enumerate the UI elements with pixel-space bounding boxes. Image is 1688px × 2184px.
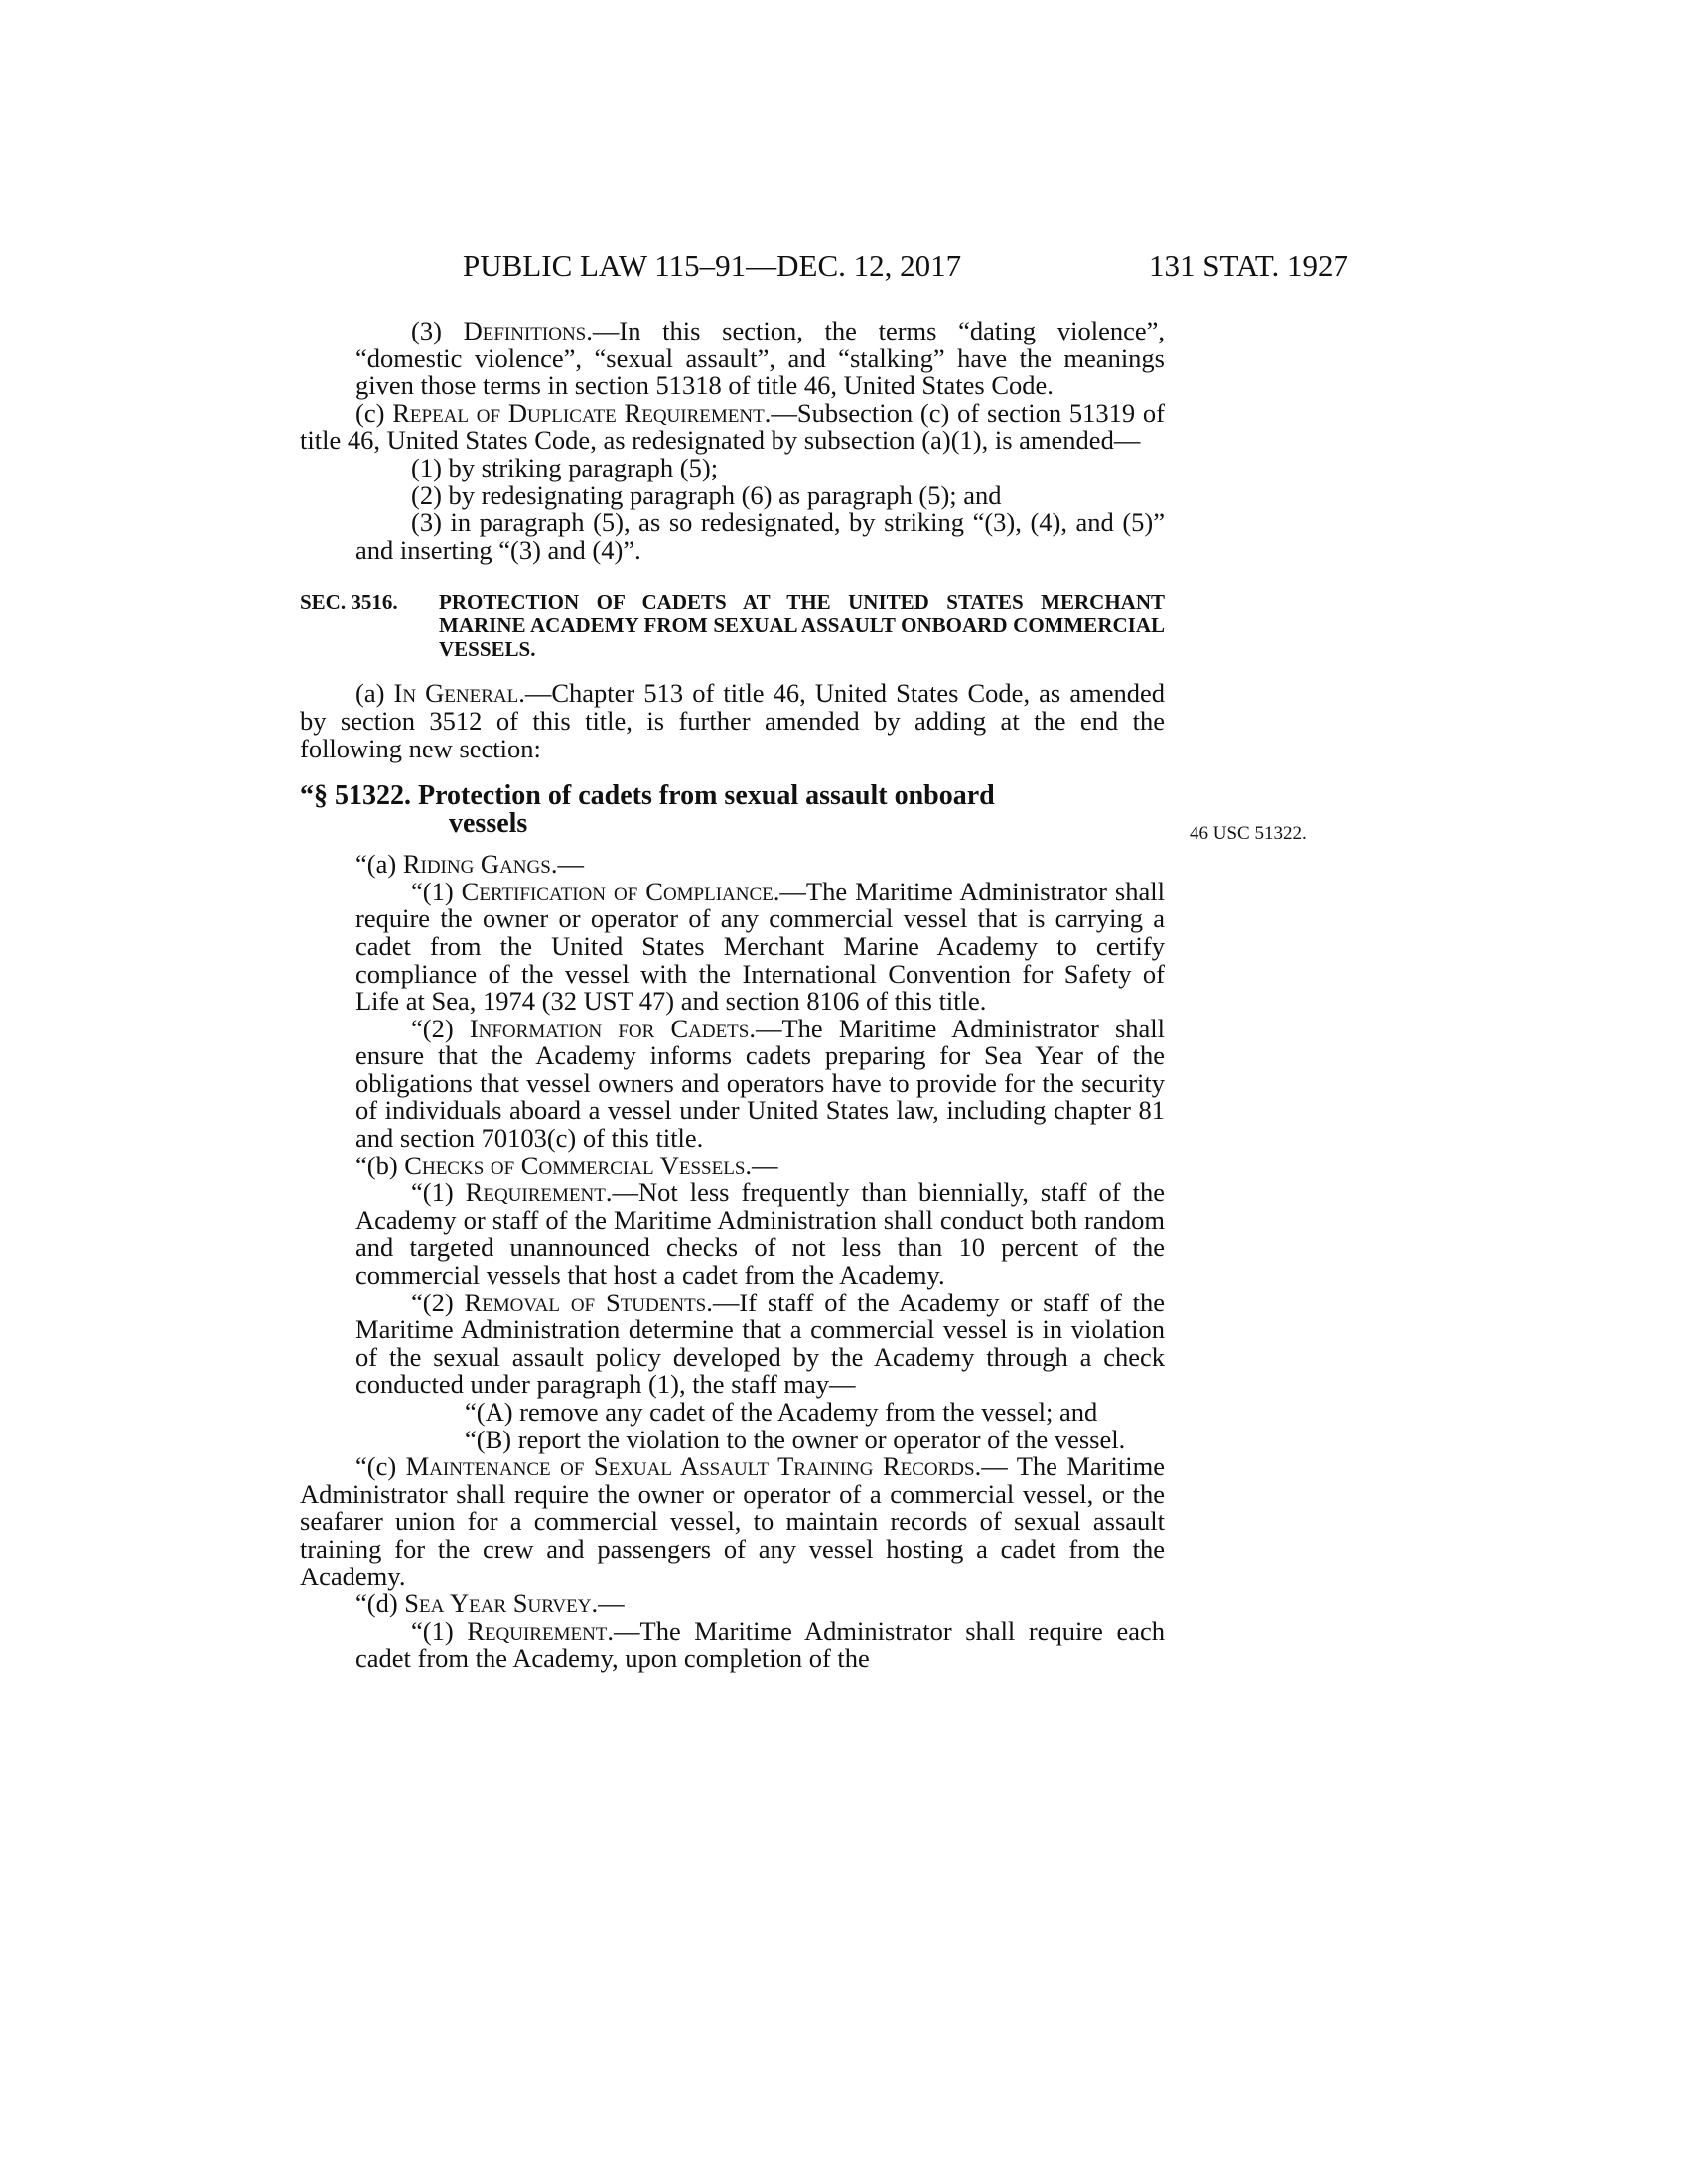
paragraph-number: “(1)	[411, 876, 462, 906]
margin-citation: 46 USC 51322.	[1190, 823, 1307, 844]
paragraph-heading: Removal of Students	[464, 1287, 707, 1317]
paragraph-text: .—In this section, the terms “dating violence”, “domestic violence”, “sexual assault”, and “stalking” have the meanings given those terms in section 51318 of title 46, United States Code.	[355, 316, 1165, 401]
paragraph-in-general	[300, 680, 1165, 762]
paragraph-text: .— The Maritime Administrator shall require the owner or operator of a commercial vessel, or the seafarer union for a commercial vessel, to maintain records of sexual assault training for the crew and passengers of any vessel hosting a cadet from the Academy.	[300, 1451, 1165, 1591]
paragraph-text: .—	[550, 849, 584, 880]
paragraph-text: .—The Maritime Administrator shall ensure that the Academy informs cadets preparing for Sea Year of the obligations that vessel owners and operators have to provide for the security of individuals aboard a vessel under United States law, including chapter 81 and section 70103(c) of this title.	[355, 1013, 1165, 1154]
paragraph-heading: Riding Gangs	[402, 849, 551, 880]
paragraph-heading: Requirement	[465, 1177, 606, 1208]
clause-c1: (1) by striking paragraph (5);	[411, 452, 719, 482]
section-title: PROTECTION OF CADETS AT THE UNITED STATES MERCHANT MARINE ACADEMY FROM SEXUAL ASSAULT ONBOARD COMMERCIAL VESSELS.	[439, 590, 1165, 662]
paragraph-heading: Sea Year Survey	[404, 1588, 592, 1619]
paragraph-number: (3)	[411, 316, 464, 345]
subparagraph-b: “(B) report the violation to the owner or operator of the vessel.	[465, 1424, 1126, 1454]
paragraph-heading: In General	[393, 678, 519, 709]
paragraph-heading: Definitions	[463, 316, 587, 345]
paragraph-text: .—	[745, 1150, 778, 1180]
paragraph-number: (a)	[355, 678, 394, 709]
paragraph-number: “(1)	[411, 1615, 468, 1646]
paragraph-requirement	[300, 1179, 1165, 1289]
paragraph-certification	[300, 876, 1165, 1017]
subparagraph-a: “(A) remove any cadet of the Academy from the vessel; and	[465, 1397, 1098, 1427]
paragraph-heading: Repeal of Duplicate Requirement	[392, 397, 765, 428]
new-section-heading-line1: “§ 51322. Protection of cadets from sexual assault onboard	[300, 780, 995, 812]
paragraph-number: “(2)	[411, 1287, 465, 1317]
paragraph-text: .—If staff of the Academy or staff of the Maritime Administration determine that a commercial vessel is in violation of the sexual assault policy developed by the Academy through a check conducted under paragraph (1), the staff may—	[355, 1287, 1165, 1400]
paragraph-information	[300, 1013, 1165, 1154]
paragraph-heading: Maintenance of Sexual Assault Training Records	[405, 1451, 975, 1482]
paragraph-number: “(a)	[355, 849, 403, 880]
subsection-checks	[300, 1150, 1165, 1180]
section-number: SEC. 3516.	[300, 590, 398, 614]
subsection-training-records	[300, 1453, 1165, 1590]
subsection-riding-gangs	[300, 851, 1165, 879]
paragraph-definitions	[300, 318, 1165, 400]
paragraph-text: .—Chapter 513 of title 46, United States Code, as amended by section 3512 of this title, is further amended by adding at the end the following new section:	[300, 678, 1165, 763]
clause-c2: (2) by redesignating paragraph (6) as paragraph (5); and	[411, 479, 1002, 510]
paragraph-heading: Requirement	[467, 1615, 608, 1646]
paragraph-number: “(c)	[355, 1451, 406, 1482]
new-section-heading	[300, 782, 1165, 838]
clause-c3: (3) in paragraph (5), as so redesignated, by striking “(3), (4), and (5)” and inserting “(3) and (4)”.	[355, 507, 1165, 565]
paragraph-text: .—The Maritime Administrator shall require the owner or operator of any commercial vessel that is carrying a cadet from the United States Merchant Marine Academy to certify compliance of the vessel with the International Convention for Safety of Life at Sea, 1974 (32 UST 47) and section 8106 of this title.	[355, 876, 1165, 1017]
paragraph-text: .—	[591, 1588, 625, 1619]
paragraph-survey-requirement	[300, 1615, 1165, 1674]
document-body	[300, 318, 1165, 1673]
paragraph-text: .—Not less frequently than biennially, staff of the Academy or staff of the Maritime Administration shall conduct both random and targeted unannounced checks of not less than 10 percent of the commercial vessels that host a cadet from the Academy.	[355, 1177, 1165, 1291]
page-header-title: PUBLIC LAW 115–91—DEC. 12, 2017	[463, 248, 962, 283]
paragraph-number: “(1)	[411, 1177, 466, 1208]
subsection-sea-year-survey	[300, 1590, 1165, 1618]
paragraph-text: .—Subsection (c) of section 51319 of title 46, United States Code, as redesignated by subsection (a)(1), is amended—	[300, 397, 1165, 456]
paragraph-number: “(b)	[355, 1150, 405, 1180]
page-header-stat: 131 STAT. 1927	[1149, 248, 1349, 283]
paragraph-heading: Information for Cadets	[469, 1013, 750, 1043]
paragraph-number: (c)	[355, 397, 393, 428]
paragraph-removal	[300, 1287, 1165, 1400]
paragraph-number: “(2)	[411, 1013, 470, 1043]
paragraph-number: “(d)	[355, 1588, 405, 1619]
paragraph-heading: Checks of Commercial Vessels	[404, 1150, 746, 1180]
paragraph-repeal	[300, 397, 1165, 456]
section-heading	[300, 590, 1165, 661]
new-section-heading-line2: vessels	[449, 808, 528, 840]
paragraph-heading: Certification of Compliance	[461, 876, 774, 906]
paragraph-text: .—The Maritime Administrator shall require each cadet from the Academy, upon completion of the	[355, 1615, 1165, 1674]
